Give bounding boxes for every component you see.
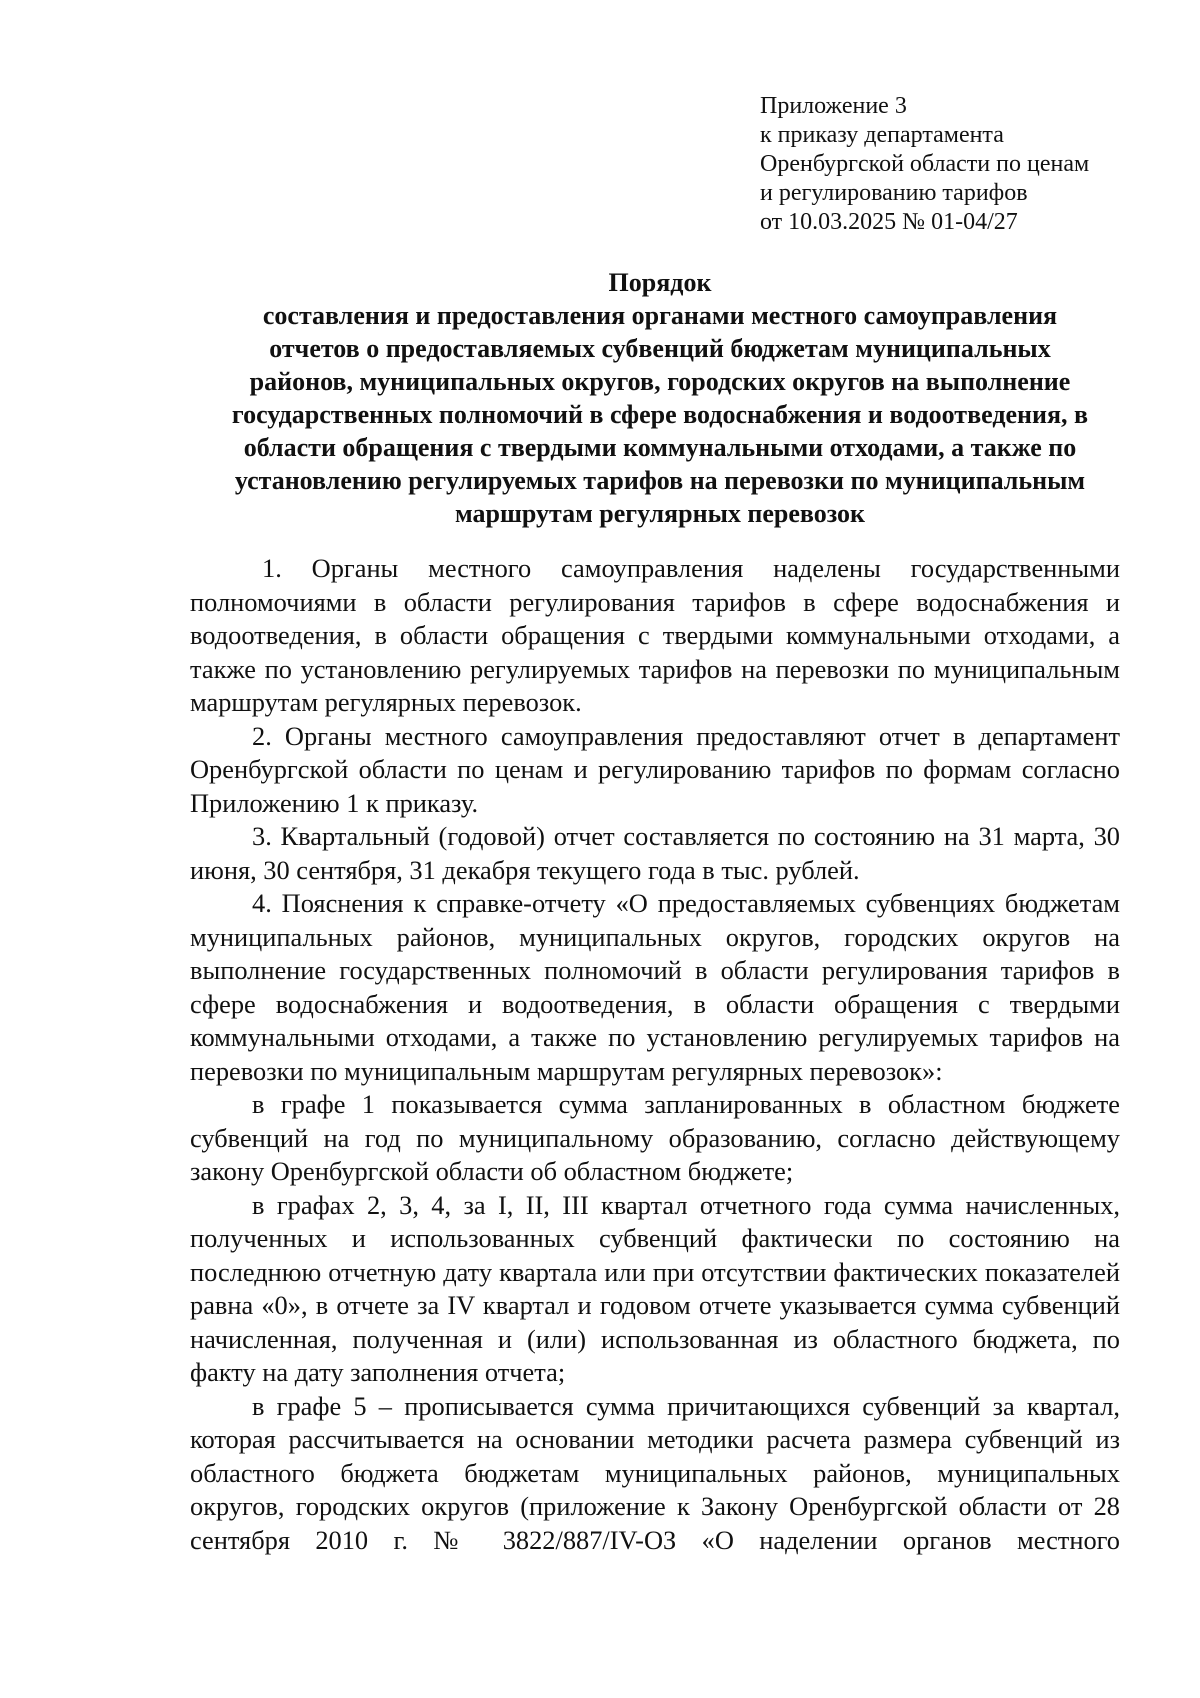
title-line: области обращения с твердыми коммунальными отходами, а также по [243,433,1077,462]
title-main: Порядок [608,268,712,297]
header-line: к приказу департамента [760,122,1004,148]
header-line: Приложение 3 [760,93,907,119]
approval-header [760,92,1140,237]
paragraph-4: 4. Пояснения к справке-отчету «О предоставляемых субвенциях бюджетам муниципальных районов, муниципальных округов, городских округов на выполнение государственных полномочий в области регулирования тарифов в сфере водоснабжения и водоотведения, в области обращения с твердыми коммунальными отходами, а также по установлению регулируемых тарифов на перевозки по муниципальным маршрутам регулярных перевозок»: [190,888,1120,1086]
paragraph-graph-5: в графе 5 – прописывается сумма причитающихся субвенций за квартал, которая рассчитывается на основании методики расчета размера субвенций из областного бюджета бюджетам муниципальных районов, муниципальных округов, городских округов (приложение к Закону Оренбургской области от 28 сентября 2010 г. № 3822/887/IV-ОЗ «О наделении органов местного [190,1390,1120,1555]
title-line: маршрутам регулярных перевозок [454,499,866,528]
paragraph-3: 3. Квартальный (годовой) отчет составляется по состоянию на 31 марта, 30 июня, 30 сентября, 31 декабря текущего года в тыс. рублей. [190,821,1120,885]
document-body [190,552,1120,1557]
header-line: и регулированию тарифов [760,180,1028,206]
header-line: от 10.03.2025 № 01-04/27 [760,209,1018,235]
paragraph-graph-1: в графе 1 показывается сумма запланированных в областном бюджете субвенций на год по муниципальному образованию, согласно действующему закону Оренбургской области об областном бюджете; [190,1089,1120,1186]
title-line: отчетов о предоставляемых субвенций бюджетам муниципальных [269,334,1051,363]
paragraph-graphs-2-4: в графах 2, 3, 4, за I, II, III квартал отчетного года сумма начисленных, полученных и использованных субвенций фактически по состоянию на последнюю отчетную дату квартала или при отсутствии фактических показателей равна «0», в отчете за IV квартал и годовом отчете указывается сумма субвенций начисленная, полученная и (или) использованная из областного бюджета, по факту на дату заполнения отчета; [190,1189,1120,1387]
document-title [170,266,1150,530]
paragraph-2: 2. Органы местного самоуправления предоставляют отчет в департамент Оренбургской области по ценам и регулированию тарифов по формам согласно Приложению 1 к приказу. [190,720,1120,818]
paragraph-1: 1. Органы местного самоуправления наделены государственными полномочиями в области регулирования тарифов в сфере водоснабжения и водоотведения, в области обращения с твердыми коммунальными отходами, а также по установлению регулируемых тарифов на перевозки по муниципальным маршрутам регулярных перевозок. [190,553,1120,717]
title-line: составления и предоставления органами местного самоуправления [262,301,1058,330]
header-line: Оренбургской области по ценам [760,151,1090,177]
title-line: установлению регулируемых тарифов на перевозки по муниципальным [234,466,1086,495]
title-line: районов, муниципальных округов, городских округов на выполнение [249,367,1071,396]
title-line: государственных полномочий в сфере водоснабжения и водоотведения, в [231,400,1089,429]
